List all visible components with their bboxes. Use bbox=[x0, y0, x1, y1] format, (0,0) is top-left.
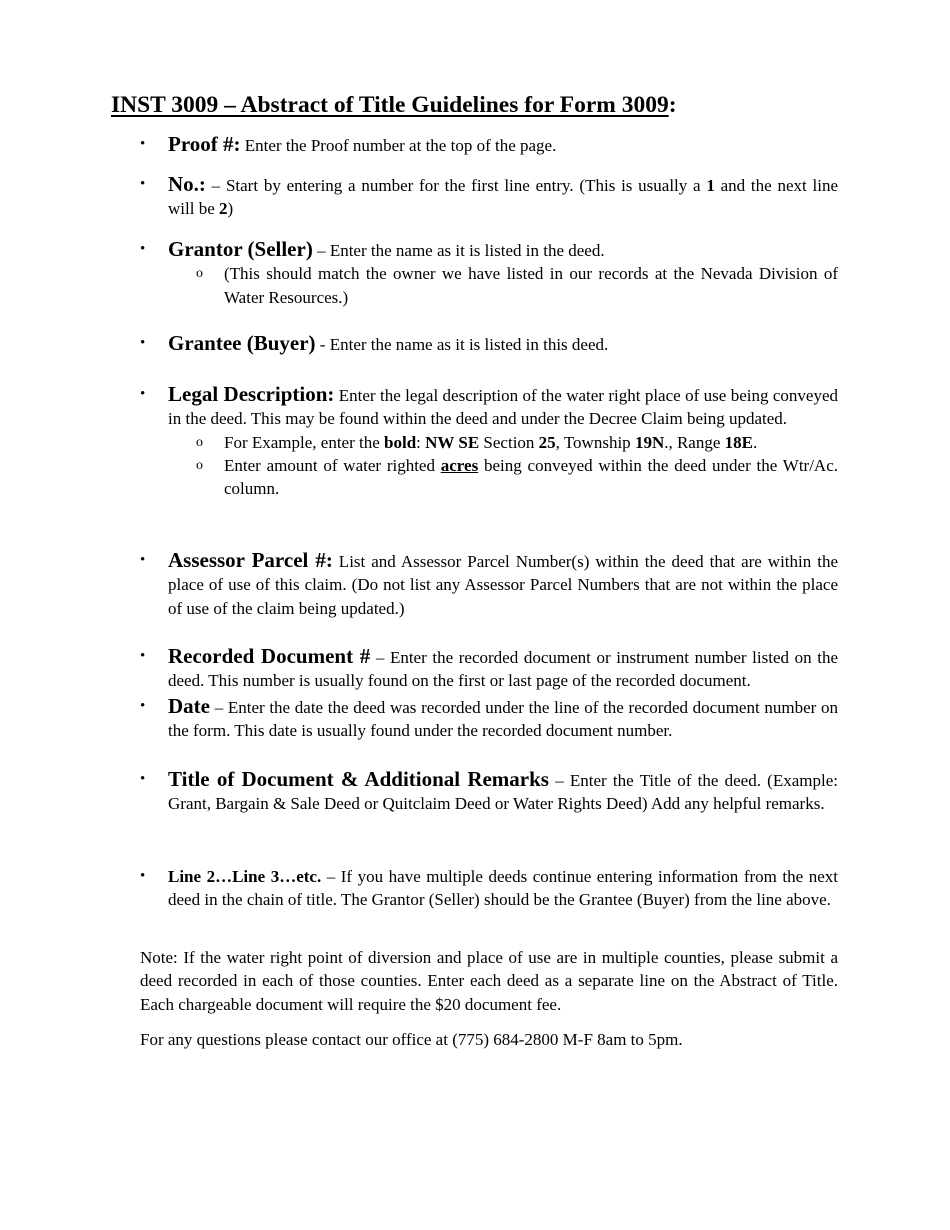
guideline-recorded-document bbox=[140, 645, 838, 693]
assessor-text: List and Assessor Parcel Number(s) within the deed that are within the place of use of this claim. (Do not list any Assessor Parcel Numbers that are not within the place of use of the claim being updated.) bbox=[168, 552, 838, 618]
legal-acres-text: Enter amount of water righted bbox=[224, 455, 441, 475]
guideline-title-of-document bbox=[140, 768, 838, 816]
bullet-icon: • bbox=[140, 335, 146, 351]
lines-label: Line 2…Line 3…etc. bbox=[168, 867, 322, 886]
titledoc-label: Title of Document & Additional Remarks bbox=[168, 767, 549, 791]
legal-example-bold: 18E bbox=[724, 432, 753, 452]
number-text-3: ) bbox=[227, 199, 234, 219]
legal-example-text: . bbox=[753, 432, 758, 452]
page-title-text: INST 3009 – Abstract of Title Guidelines for Form 3009 bbox=[111, 92, 669, 118]
grantor-subitem bbox=[196, 262, 838, 309]
legal-text: Enter the legal description of the water right place of use being conveyed in the deed. This may be found within the deed and under the Decree Claim being updated. bbox=[168, 386, 838, 429]
legal-acres-emphasis: acres bbox=[440, 455, 479, 475]
guideline-date bbox=[140, 695, 838, 743]
grantee-label: Grantee (Buyer) bbox=[168, 331, 316, 355]
lines-text: – If you have multiple deeds continue entering information from the next deed in the chain of title. The Grantor (Seller) should be the Grantee (Buyer) from the line above. bbox=[168, 867, 838, 910]
guideline-grantor bbox=[140, 238, 838, 309]
guideline-additional-lines bbox=[140, 865, 838, 912]
legal-example-text: , Township bbox=[555, 432, 635, 452]
number-bold-2: 2 bbox=[219, 199, 228, 219]
bullet-icon: • bbox=[140, 868, 146, 884]
note-paragraph: Note: If the water right point of diversion and place of use are in multiple counties, please submit a deed recorded in each of those counties. Enter each deed as a separate line on the Abstract of Title. Each chargeable document will require the $20 document fee. bbox=[140, 948, 838, 1014]
grantor-text: – Enter the name as it is listed in the deed. bbox=[312, 241, 605, 260]
legal-example-bold: 19N bbox=[634, 432, 665, 452]
bullet-icon: • bbox=[140, 698, 146, 714]
legal-example-text: For Example, enter the bbox=[224, 432, 385, 452]
bullet-icon: • bbox=[140, 241, 146, 257]
legal-example-bold: NW SE bbox=[425, 432, 480, 452]
guideline-legal-description bbox=[140, 383, 838, 500]
page-title-colon: : bbox=[668, 92, 677, 118]
bullet-icon: • bbox=[140, 648, 146, 664]
sub-bullet-icon: o bbox=[196, 434, 203, 450]
bullet-icon: • bbox=[140, 552, 146, 568]
number-label: No.: bbox=[168, 172, 206, 196]
grantor-sub-text: (This should match the owner we have listed in our records at the Nevada Division of Water Resources.) bbox=[224, 264, 838, 307]
sub-bullet-icon: o bbox=[196, 457, 203, 473]
legal-subitem-example bbox=[196, 431, 838, 454]
bullet-icon: • bbox=[140, 771, 146, 787]
proof-text: Enter the Proof number at the top of the page. bbox=[240, 136, 557, 155]
number-text-2: and the next line will be bbox=[168, 176, 838, 219]
grantor-label: Grantor (Seller) bbox=[168, 237, 313, 261]
guideline-proof bbox=[140, 133, 838, 157]
date-label: Date bbox=[168, 694, 210, 718]
grantee-text: - Enter the name as it is listed in this deed. bbox=[315, 335, 609, 354]
legal-example-bold: 25 bbox=[538, 432, 556, 452]
recorded-text: – Enter the recorded document or instrument number listed on the deed. This number is usually found on the first or last page of the recorded document. bbox=[168, 648, 838, 691]
legal-subitem-acres bbox=[196, 454, 838, 501]
number-text-1: – Start by entering a number for the first line entry. (This is usually a bbox=[205, 176, 707, 195]
bullet-icon: • bbox=[140, 386, 146, 402]
legal-example-bold: bold bbox=[384, 432, 417, 452]
legal-example-text: ., Range bbox=[664, 432, 725, 452]
legal-example-text: Section bbox=[479, 432, 539, 452]
legal-acres-text: being conveyed within the deed under the Wtr/Ac. column. bbox=[224, 455, 838, 499]
recorded-label: Recorded Document # bbox=[168, 644, 371, 668]
bullet-icon: • bbox=[140, 136, 146, 152]
bullet-icon: • bbox=[140, 176, 146, 192]
page-title bbox=[111, 90, 677, 120]
guideline-grantee bbox=[140, 332, 838, 356]
guideline-number bbox=[140, 173, 838, 221]
guideline-assessor-parcel bbox=[140, 549, 838, 620]
proof-label: Proof #: bbox=[168, 132, 241, 156]
contact-paragraph: For any questions please contact our office at (775) 684-2800 M-F 8am to 5pm. bbox=[140, 1030, 683, 1049]
legal-example-text: : bbox=[416, 432, 426, 452]
legal-label: Legal Description: bbox=[168, 382, 335, 406]
date-text: – Enter the date the deed was recorded under the line of the recorded document number on the form. This date is usually found under the recorded document number. bbox=[168, 698, 838, 741]
assessor-label: Assessor Parcel #: bbox=[168, 548, 333, 572]
sub-bullet-icon: o bbox=[196, 266, 203, 282]
titledoc-text: – Enter the Title of the deed. (Example: Grant, Bargain & Sale Deed or Quitclaim Deed or Water Rights Deed) Add any helpful remarks. bbox=[168, 771, 838, 814]
number-bold-1: 1 bbox=[706, 176, 715, 195]
